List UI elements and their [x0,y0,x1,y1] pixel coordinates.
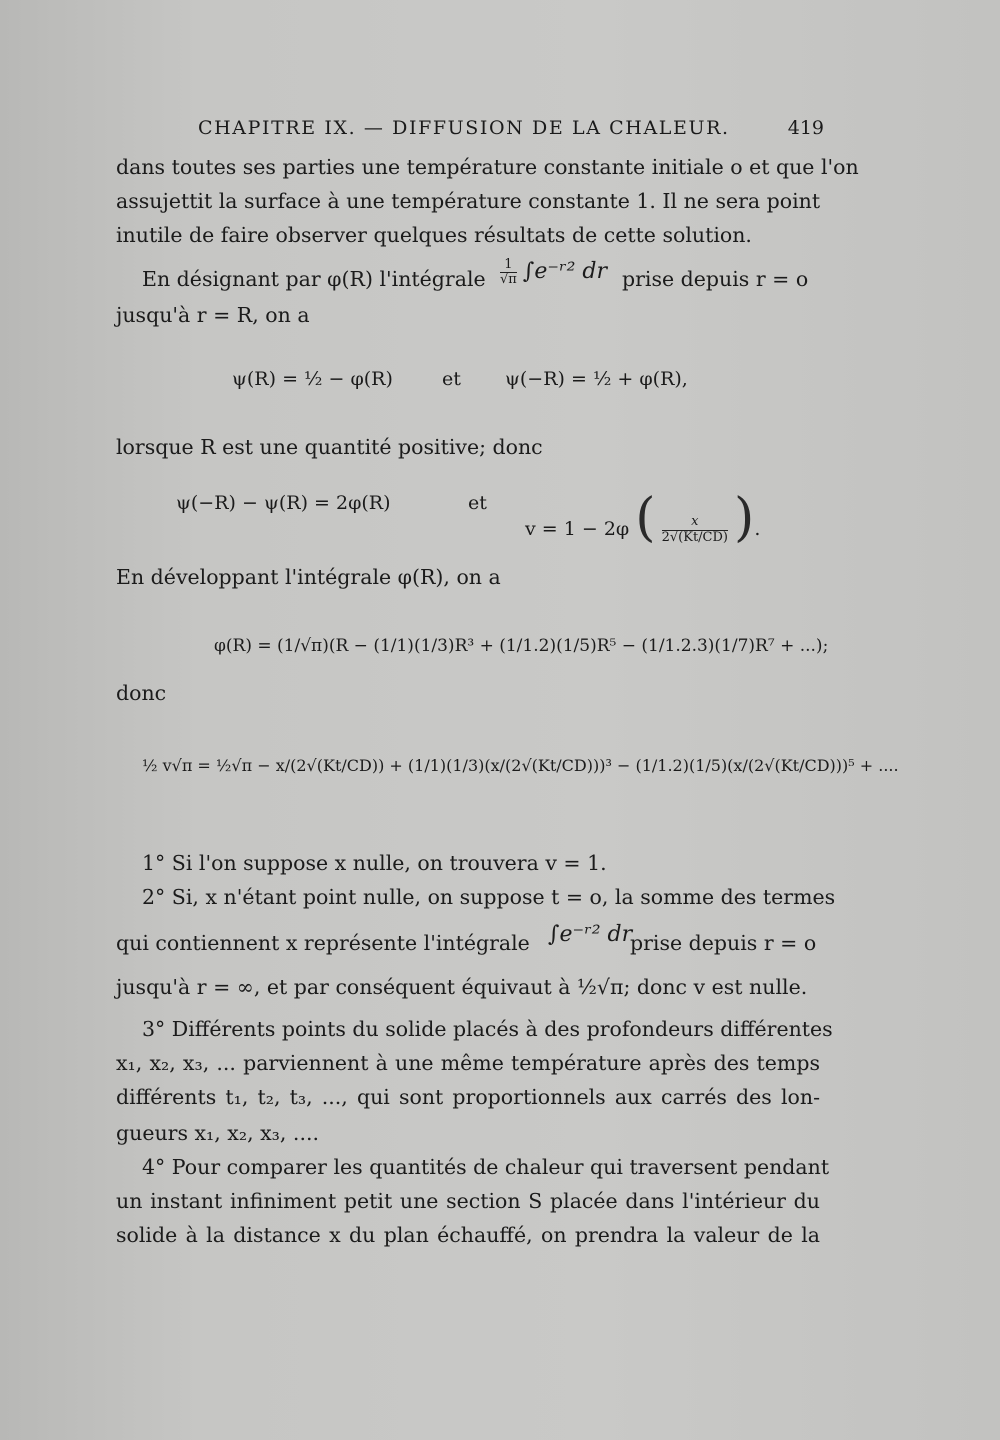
text-line-2: assujettit la surface à une température constante 1. Il ne sera point [116,189,821,213]
text-line-10: 2° Si, x n'étant point nulle, on suppose t = o, la somme des termes [142,885,836,909]
text-line-3: inutile de faire observer quelques résultats de cette solution. [116,223,752,247]
equation-psi-diff: ψ(−R) − ψ(R) = 2φ(R) [176,492,391,514]
equation-v-series: ½ v√π = ½√π − x/(2√(Kt/CD)) + (1/1)(1/3)(x/(2√(Kt/CD)))³ − (1/1.2)(1/5)(x/(2√(Kt/CD)))⁵ + .... [142,756,899,775]
text-line-12: jusqu'à r = ∞, et par conséquent équivaut à ½√π; donc v est nulle. [116,975,808,999]
text-line-7: En développant l'intégrale φ(R), on a [116,565,501,589]
equation-psi-right: ψ(−R) = ½ + φ(R), [505,368,688,390]
text-line-13: 3° Différents points du solide placés à des profondeurs différentes [142,1017,833,1041]
running-header [198,117,824,139]
text-line-11a: qui contiennent x représente l'intégrale [116,931,530,955]
text-line-4b: prise depuis r = o [622,267,809,291]
chapter-title: CHAPITRE IX. — DIFFUSION DE LA CHALEUR. [198,117,730,139]
integral-inline: ∫e⁻ʳ² dr [548,922,633,947]
text-line-11b: prise depuis r = o [630,931,817,955]
equation-et-1: et [442,368,461,390]
text-line-16: gueurs x₁, x₂, x₃, .... [116,1121,319,1145]
text-line-18: un instant infiniment petit une section S placée dans l'intérieur du [116,1189,820,1213]
page-number: 419 [787,117,824,139]
equation-v: v = 1 − 2φ ( $\frac{x}{2√(Kt/CD)}$ ). [525,488,761,548]
integral-phi: $\frac{1}{√\pi}$ ∫e⁻ʳ² dr [500,257,608,288]
text-line-1: dans toutes ses parties une température constante initiale o et que l'on [116,155,859,179]
equation-et-2: et [468,492,487,514]
equation-psi-left: ψ(R) = ½ − φ(R) [232,368,393,390]
text-line-15: différents t₁, t₂, t₃, ..., qui sont proportionnels aux carrés des lon- [116,1085,820,1109]
text-line-9: 1° Si l'on suppose x nulle, on trouvera v = 1. [142,851,607,875]
text-line-17: 4° Pour comparer les quantités de chaleur qui traversent pendant [142,1155,830,1179]
text-line-8: donc [116,681,167,705]
text-line-14: x₁, x₂, x₃, ... parviennent à une même température après des temps [116,1051,820,1075]
text-line-4a: En désignant par φ(R) l'intégrale [142,267,486,291]
text-line-6: lorsque R est une quantité positive; donc [116,435,543,459]
text-line-19: solide à la distance x du plan échauffé, on prendra la valeur de la [116,1223,820,1247]
text-line-5: jusqu'à r = R, on a [116,303,310,327]
equation-phi-series: φ(R) = (1/√π)(R − (1/1)(1/3)R³ + (1/1.2)(1/5)R⁵ − (1/1.2.3)(1/7)R⁷ + ...); [214,636,829,656]
